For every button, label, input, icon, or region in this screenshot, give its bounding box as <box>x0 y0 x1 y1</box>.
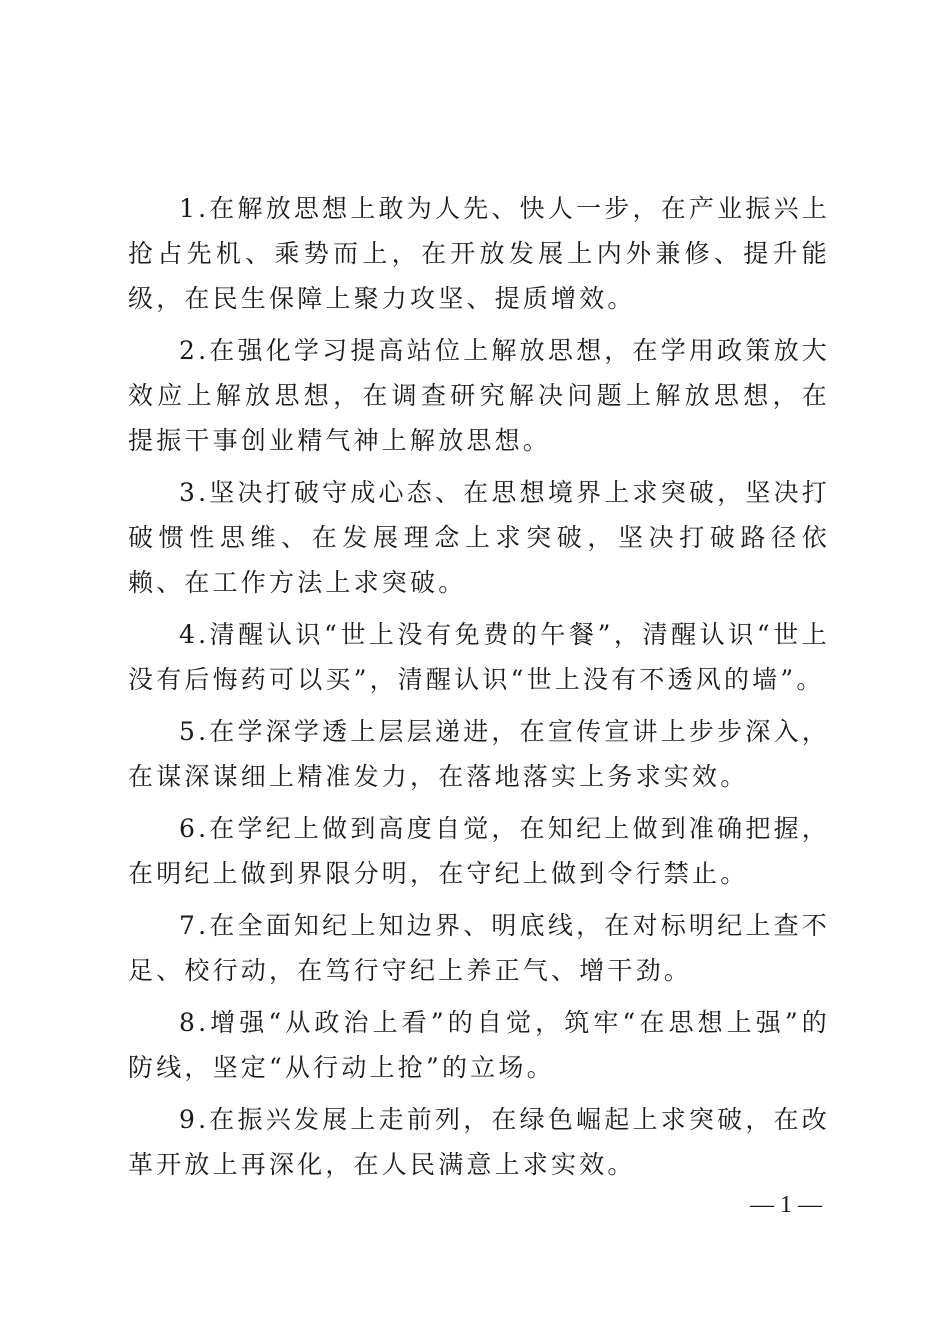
paragraph-9: 9.在振兴发展上走前列，在绿色崛起上求突破，在改革开放上再深化，在人民满意上求实效。 <box>128 1105 830 1179</box>
paragraph-6: 6.在学纪上做到高度自觉，在知纪上做到准确把握，在明纪上做到界限分明，在守纪上做到令行禁止。 <box>128 814 830 888</box>
paragraph-1: 1.在解放思想上敢为人先、快人一步，在产业振兴上抢占先机、乘势而上，在开放发展上内外兼修、提升能级，在民生保障上聚力攻坚、提质增效。 <box>128 194 830 313</box>
paragraph-8: 8.增强“从政治上看”的自觉，筑牢“在思想上强”的防线，坚定“从行动上抢”的立场。 <box>128 1008 830 1082</box>
paragraph-4: 4.清醒认识“世上没有免费的午餐”，清醒认识“世上没有后悔药可以买”，清醒认识“世上没有不透风的墙”。 <box>128 620 830 694</box>
paragraph-2: 2.在强化学习提高站位上解放思想，在学用政策放大效应上解放思想，在调查研究解决问题上解放思想，在提振干事创业精气神上解放思想。 <box>128 336 830 455</box>
paragraph-7: 7.在全面知纪上知边界、明底线，在对标明纪上查不足、校行动，在笃行守纪上养正气、增干劲。 <box>128 911 830 985</box>
document-body <box>128 186 830 1194</box>
page-number: — 1 — <box>750 1192 822 1218</box>
paragraph-3: 3.坚决打破守成心态、在思想境界上求突破，坚决打破惯性思维、在发展理念上求突破，坚决打破路径依赖、在工作方法上求突破。 <box>128 478 830 597</box>
paragraph-5: 5.在学深学透上层层递进，在宣传宣讲上步步深入，在谋深谋细上精准发力，在落地落实上务求实效。 <box>128 717 830 791</box>
